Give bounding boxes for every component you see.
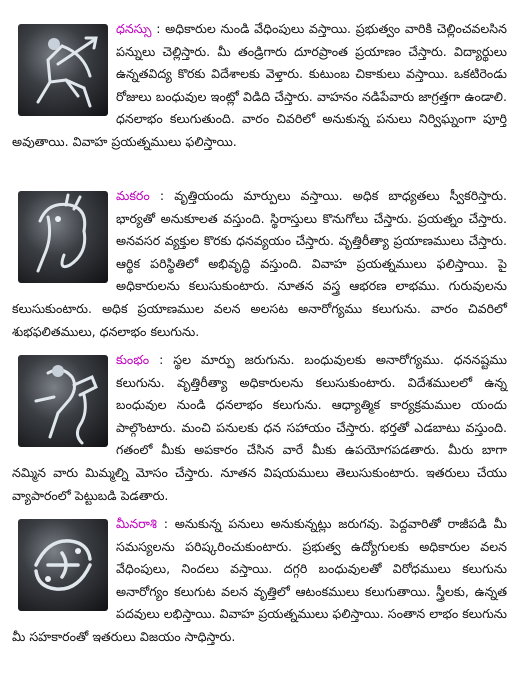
prediction-text: : వృత్తియందు మార్పులు వస్తాయి. అధిక బాధ్యతలు స్వీకరిస్తారు. భార్యతో అనుకూలత వస్తుంది. స్థిరాస్తులు కొనుగోలు చేస్తారు. ప్రయత్నం చేస్తారు. అనవసర వ్యక్తుల కొరకు ధనవ్యయం చేస్తారు. వృత్తిరీత్యా ప్రయాణములు చేస్తారు. ఆర్థిక పరిస్థితిలో అభివృద్ధి వస్తుంది. వివాహ ప్రయత్నములు ఫలిస్తాయి. పై అధికారులను కలుసుకుంటారు. నూతన వస్త్ర ఆభరణ లాభము. గురువులను కలుసుకుంటారు. అధిక ప్రయాణముల వలన అలసట అనారోగ్యము కలుగును. వారం చివరిలో శుభఫలితములు, ధనలాభం కలుగును.: [12, 188, 507, 339]
sign-name: కుంభం: [116, 352, 150, 367]
entry-sagittarius: [12, 18, 507, 154]
sign-name: మకరం: [116, 188, 150, 203]
prediction-text: : అనుకున్న పనులు అనుకున్నట్లు జరుగవు. పెద్దవారితో రాజీపడి మీ సమస్యలను పరిష్కరించుకుంటారు. ప్రభుత్వ ఉద్యోగులకు అధికారుల వలన వేధింపులు, నిందలు వస్తాయి. దగ్గరి బంధువులతో విరోధములు కలుగును అనారోగ్యం కలుగుట వలన వృత్తిలో ఆటంకములు కలుగుతాయి. స్త్రీలకు, ఉన్నత పదవులు లభిస్తాయి. వివాహ ప్రయత్నములు ఫలిస్తాయి. సంతాన లాభం కలుగును మీ సహకారంతో ఇతరులు విజయం సాధిస్తారు.: [12, 516, 507, 644]
capricorn-icon: [18, 191, 108, 283]
prediction-text: : అధికారుల నుండి వేధింపులు వస్తాయి. ప్రభుత్వం వారికి చెల్లించవలసిన పన్నులు చెల్లిస్తారు. మీ తండ్రిగారు దూరప్రాంత ప్రయాణం చేస్తారు. విద్యార్థులు ఉన్నతవిద్య కొరకు విదేశాలకు వెళ్తారు. కుటుంబ చికాకులు వస్తాయి. ఒకటిరెండు రోజులు బంధువుల ఇంట్లో విడిది చేస్తారు. వాహనం నడిపేవారు జాగ్రత్తగా ఉండాలి. ధనలాభం కలుగుతుంది. వారం చివరిలో అనుకున్న పనులు నిర్విఘ్నంగా పూర్తి అవుతాయి. వివాహ ప్రయత్నములు ఫలిస్తాయి.: [12, 21, 507, 149]
prediction-text: : స్థల మార్పు జరుగును. బంధువులకు అనారోగ్యము. ధననష్టము కలుగును. వృత్తిరీత్యా అధికారులను కలుసుకుంటారు. విదేశములలో ఉన్న బంధువుల నుండి ధనలాభం కలుగును. ఆధ్యాత్మిక కార్యక్రమముల యందు పాల్గొంటారు. మంచి పనులకు ధన సహాయం చేస్తారు. భర్తతో ఎడబాటు వస్తుంది. గతంలో మీకు అపకారం చేసిన వారే మీకు ఉపయోగపడతారు. మీరు బాగా నమ్మిన వారు మిమ్మల్ని మోసం చేస్తారు. నూతన విషయములు తెలుసుకుంటారు. ఇతరులు చేయు వ్యాపారంలో పెట్టుబడి పెడతారు.: [12, 352, 507, 503]
sign-name: మీనరాశి: [116, 516, 157, 531]
aquarius-icon: [18, 355, 108, 447]
entry-capricorn: [12, 185, 507, 343]
entry-aquarius: [12, 349, 507, 507]
sagittarius-icon: [18, 24, 108, 116]
sign-name: ధనస్సు: [116, 21, 152, 36]
entry-pisces: [12, 513, 507, 649]
pisces-icon: [18, 519, 108, 611]
